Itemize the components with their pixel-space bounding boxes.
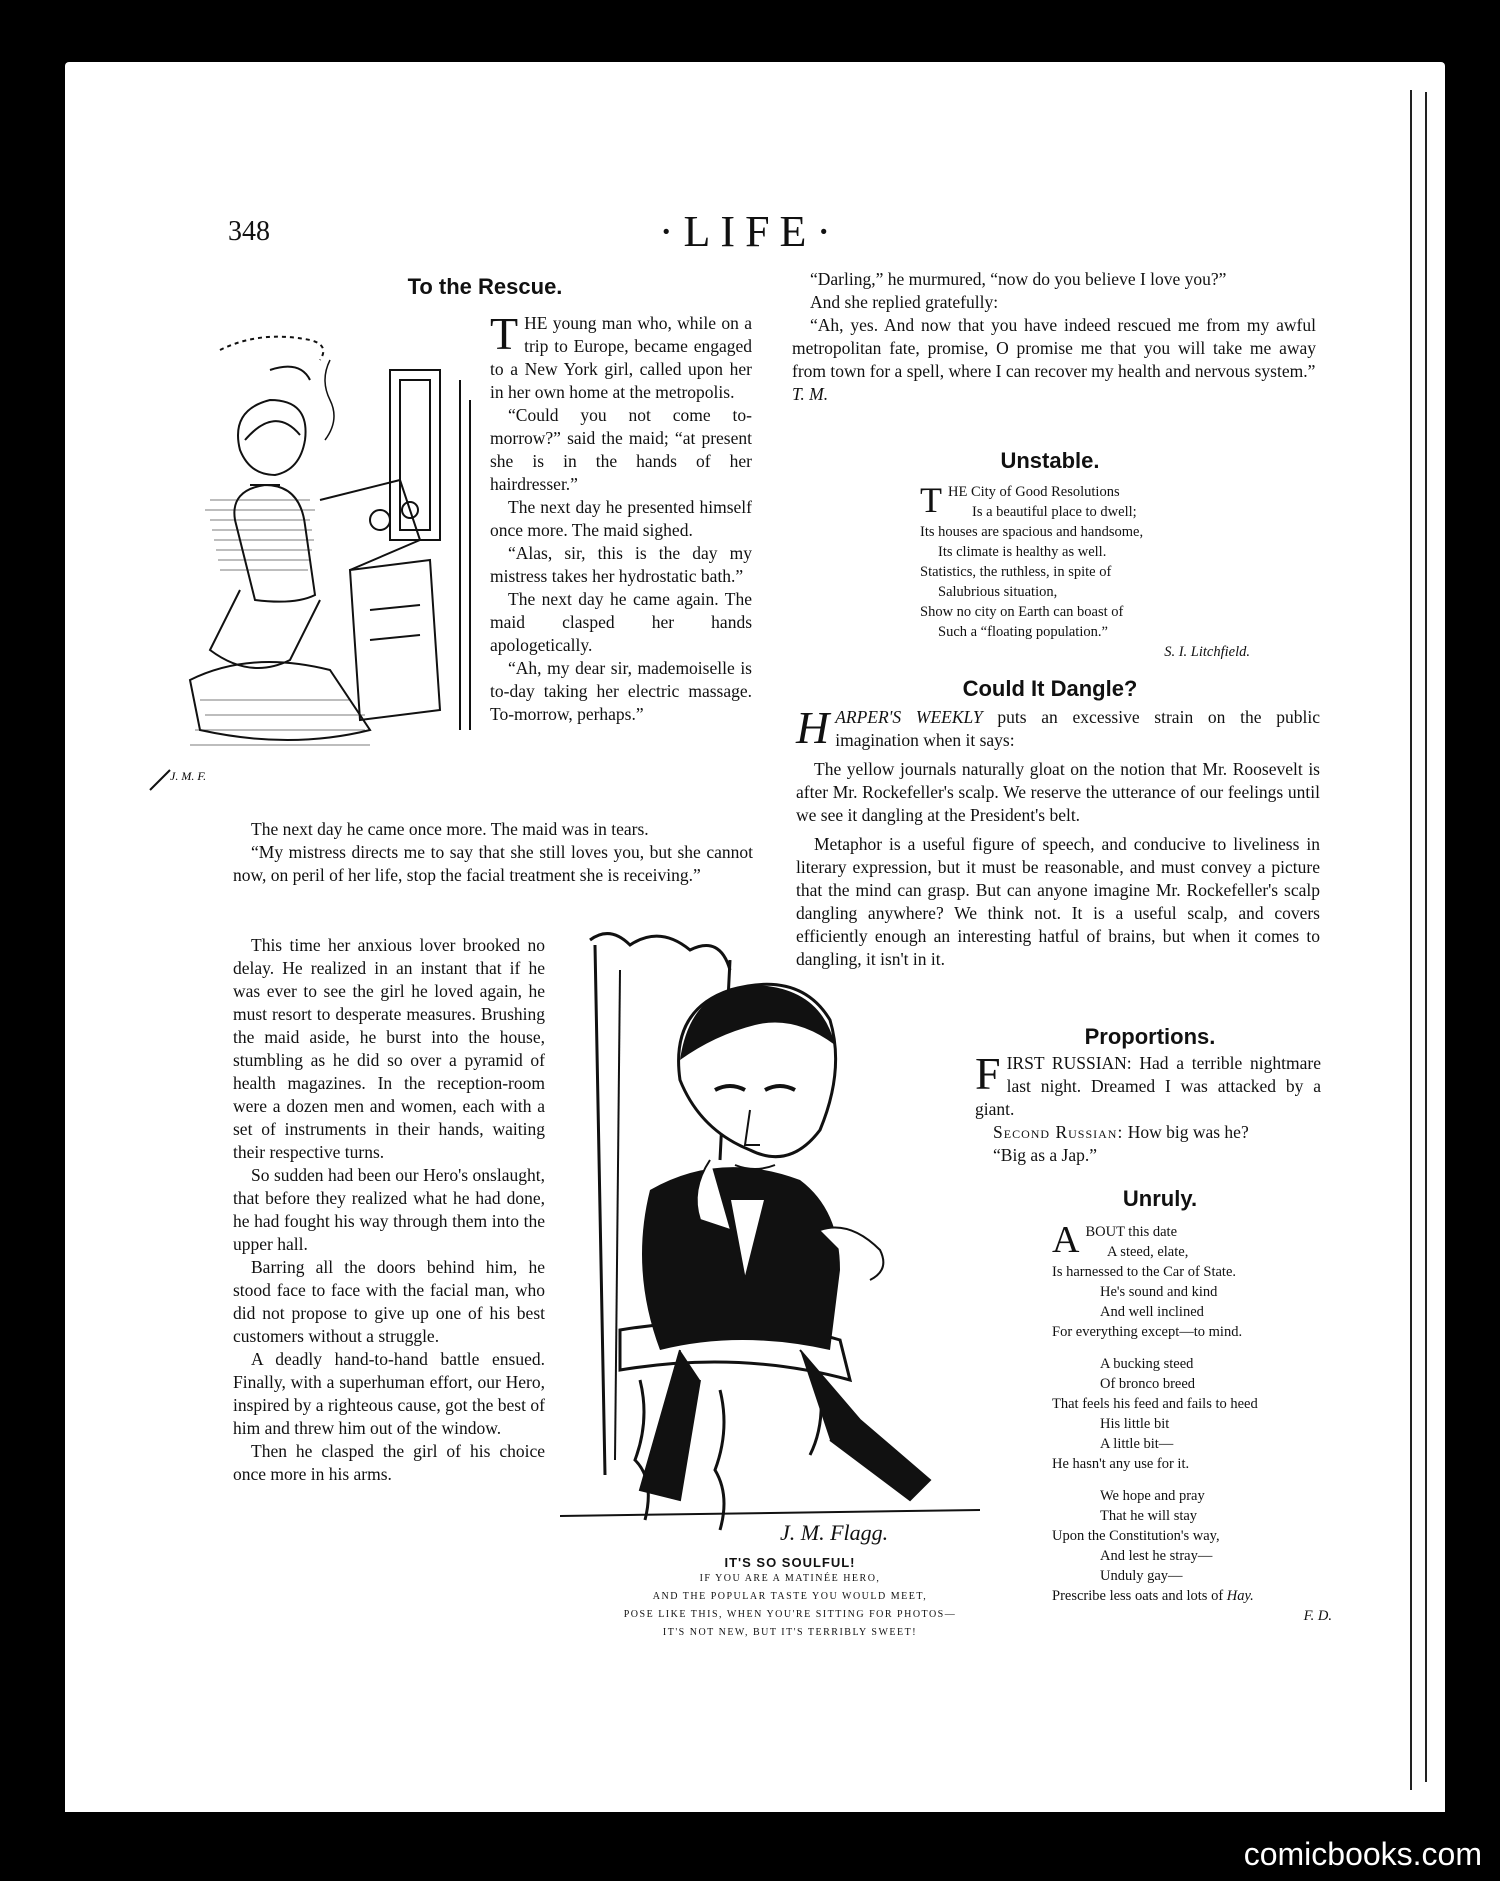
proportions-speaker: Second Russian: <box>993 1122 1124 1142</box>
rescue-narrow-column <box>490 308 752 726</box>
dangle-lead-italic: ARPER'S WEEKLY <box>835 707 983 727</box>
poem-line: Such a “floating population.” <box>938 624 1108 640</box>
woman-dressing-illustration <box>150 320 480 790</box>
artist-initials: J. M. F. <box>170 769 207 783</box>
poem-line: His little bit <box>1100 1416 1170 1432</box>
rescue-continued <box>792 268 1316 406</box>
site-watermark: comicbooks.com <box>1243 1836 1482 1872</box>
unstable-title: Unstable. <box>1000 448 1100 473</box>
poem-line: Upon the Constitution's way, <box>1052 1528 1220 1544</box>
unruly-signature: F. D. <box>1303 1608 1332 1624</box>
poem-line: Its houses are spacious and handsome, <box>920 524 1144 540</box>
illustration-caption <box>590 1555 990 1642</box>
proportions-title: Proportions. <box>1084 1024 1216 1049</box>
poem-line: That he will stay <box>1100 1508 1198 1524</box>
proportions-article <box>975 1048 1321 1167</box>
dangle-title: Could It Dangle? <box>962 676 1138 701</box>
poem-italic: Hay. <box>1226 1588 1254 1604</box>
rescue-para: The next day he presented himself once more. The maid sighed. <box>490 497 752 540</box>
poem-line: Of bronco breed <box>1100 1376 1196 1392</box>
unstable-signature: S. I. Litchfield. <box>1164 644 1250 660</box>
poem-line: He hasn't any use for it. <box>1052 1456 1190 1472</box>
caption-line: IT'S NOT NEW, BUT IT'S TERRIBLY SWEET! <box>662 1627 918 1638</box>
poem-line: Statistics, the ruthless, in spite of <box>920 564 1112 580</box>
poem-line: That feels his feed and fails to heed <box>1052 1396 1258 1412</box>
rescue-para: Then he clasped the girl of his choice once more in his arms. <box>233 1441 545 1484</box>
caption-line: IF YOU ARE A MATINÉE HERO, <box>699 1573 881 1584</box>
rescue-para: “Darling,” he murmured, “now do you believe I love you?” <box>810 269 1227 289</box>
proportions-dropcap: F <box>975 1048 1001 1099</box>
rescue-para: A deadly hand-to-hand battle ensued. Finally, with a superhuman effort, our Hero, inspired by a righteous cause, got the best of him and threw him out of the window. <box>233 1349 545 1438</box>
proportions-line: How big was he? <box>1123 1122 1249 1142</box>
rescue-para: “Ah, yes. And now that you have indeed rescued me from my awful metropolitan fate, promise, O promise me that you will take me away from town for a spell, where I can recover my health and nervous system.” <box>792 315 1316 381</box>
poem-line: For everything except—to mind. <box>1052 1324 1243 1340</box>
matinee-hero-illustration <box>560 930 1020 1550</box>
dangle-body: Metaphor is a useful figure of speech, and conducive to liveliness in literary expression, but it must be reasonable, and must convey a picture that the mind can grasp. But can anyone imagine Mr. Rockefeller's scalp dangling anywhere? We think not. It is a useful scalp, and covers efficiently enough an interesting hatful of brains, but when it comes to dangling, it isn't in it. <box>796 834 1320 969</box>
rescue-para: “Alas, sir, this is the day my mistress takes her hydrostatic bath.” <box>490 543 752 586</box>
unruly-poem <box>1052 1219 1352 1626</box>
rescue-para: The next day he came once more. The maid was in tears. <box>251 819 649 839</box>
unstable-poem <box>920 482 1260 662</box>
dangle-dropcap: H <box>796 702 830 753</box>
rescue-dropcap: T <box>490 308 519 359</box>
rescue-para: Barring all the doors behind him, he stood face to face with the facial man, who did not propose to give up one of his best customers without a struggle. <box>233 1257 545 1346</box>
poem-line: HE City of Good Resolutions <box>948 484 1120 500</box>
proportions-line: “Big as a Jap.” <box>993 1145 1097 1165</box>
poem-line: Unduly gay— <box>1100 1568 1183 1584</box>
poem-line: Salubrious situation, <box>938 584 1058 600</box>
unstable-dropcap: T <box>920 480 942 520</box>
unruly-dropcap: A <box>1052 1219 1080 1261</box>
poem-line: Is a beautiful place to dwell; <box>972 504 1137 520</box>
poem-line: Is harnessed to the Car of State. <box>1052 1264 1237 1280</box>
poem-line: We hope and pray <box>1100 1488 1205 1504</box>
poem-line: A bucking steed <box>1100 1356 1194 1372</box>
illustrator-signature: J. M. Flagg. <box>780 1520 889 1545</box>
poem-line: Its climate is healthy as well. <box>938 544 1107 560</box>
page-number: 348 <box>228 216 270 247</box>
dangle-quote: The yellow journals naturally gloat on the notion that Mr. Roosevelt is after Mr. Rockefeller's scalp. We reserve the utterance of our feelings until we see it dangling at the President's belt. <box>796 759 1320 825</box>
proportions-line: IRST RUSSIAN: Had a terrible nightmare last night. Dreamed I was attacked by a giant. <box>975 1053 1321 1119</box>
rescue-para: “Ah, my dear sir, mademoiselle is to-day taking her electric massage. To-morrow, perhaps.” <box>490 658 752 724</box>
poem-line: He's sound and kind <box>1100 1284 1218 1300</box>
rescue-para: HE young man who, while on a trip to Europe, became engaged to a New York girl, called upon her in her own home at the metropolis. <box>490 313 752 402</box>
rescue-title: To the Rescue. <box>407 274 563 299</box>
rescue-para: The next day he came again. The maid clasped her hands apologetically. <box>490 589 752 655</box>
dangle-lead: puts an excessive strain on the public imagination when it says: <box>835 707 1320 750</box>
poem-line: And lest he stray— <box>1100 1548 1213 1564</box>
unruly-title: Unruly. <box>1122 1186 1198 1211</box>
poem-line: BOUT this date <box>1085 1224 1178 1240</box>
page-gutter-line <box>1410 90 1412 1790</box>
poem-line: A steed, elate, <box>1107 1244 1189 1260</box>
caption-line: AND THE POPULAR TASTE YOU WOULD MEET, <box>652 1591 928 1602</box>
rescue-para: “My mistress directs me to say that she still loves you, but she cannot now, on peril of her life, stop the facial treatment she is receiving.” <box>233 842 753 885</box>
rescue-lower-column <box>233 934 545 1486</box>
rescue-signature: T. M. <box>792 384 829 404</box>
rescue-para: So sudden had been our Hero's onslaught, that before they realized what he had done, he had fought his way through them into the upper hall. <box>233 1165 545 1254</box>
adjacent-page-edge <box>1425 92 1445 1782</box>
rescue-para: “Could you not come to-morrow?” said the maid; “at present she is in the hands of her hairdresser.” <box>490 405 752 494</box>
poem-line: A little bit— <box>1100 1436 1174 1452</box>
rescue-wide-column <box>233 818 753 887</box>
rescue-para: This time her anxious lover brooked no delay. He realized in an instant that if he was ever to see the girl he loved again, he must resort to desperate measures. Brushing the maid aside, he burst into the house, stumbling as he did so over a pyramid of health magazines. In the reception-room were a dozen men and women, each with a set of instruments in their hands, waiting their respective turns. <box>233 935 545 1162</box>
poem-line: Prescribe less oats and lots of <box>1052 1588 1227 1604</box>
poem-line: And well inclined <box>1100 1304 1204 1320</box>
caption-title: IT'S SO SOULFUL! <box>724 1555 856 1570</box>
rescue-para: And she replied gratefully: <box>810 292 999 312</box>
caption-line: POSE LIKE THIS, WHEN YOU'RE SITTING FOR PHOTOS— <box>623 1609 957 1620</box>
masthead: ·LIFE· <box>658 207 842 256</box>
dangle-article <box>796 702 1320 971</box>
poem-line: Show no city on Earth can boast of <box>920 604 1124 620</box>
